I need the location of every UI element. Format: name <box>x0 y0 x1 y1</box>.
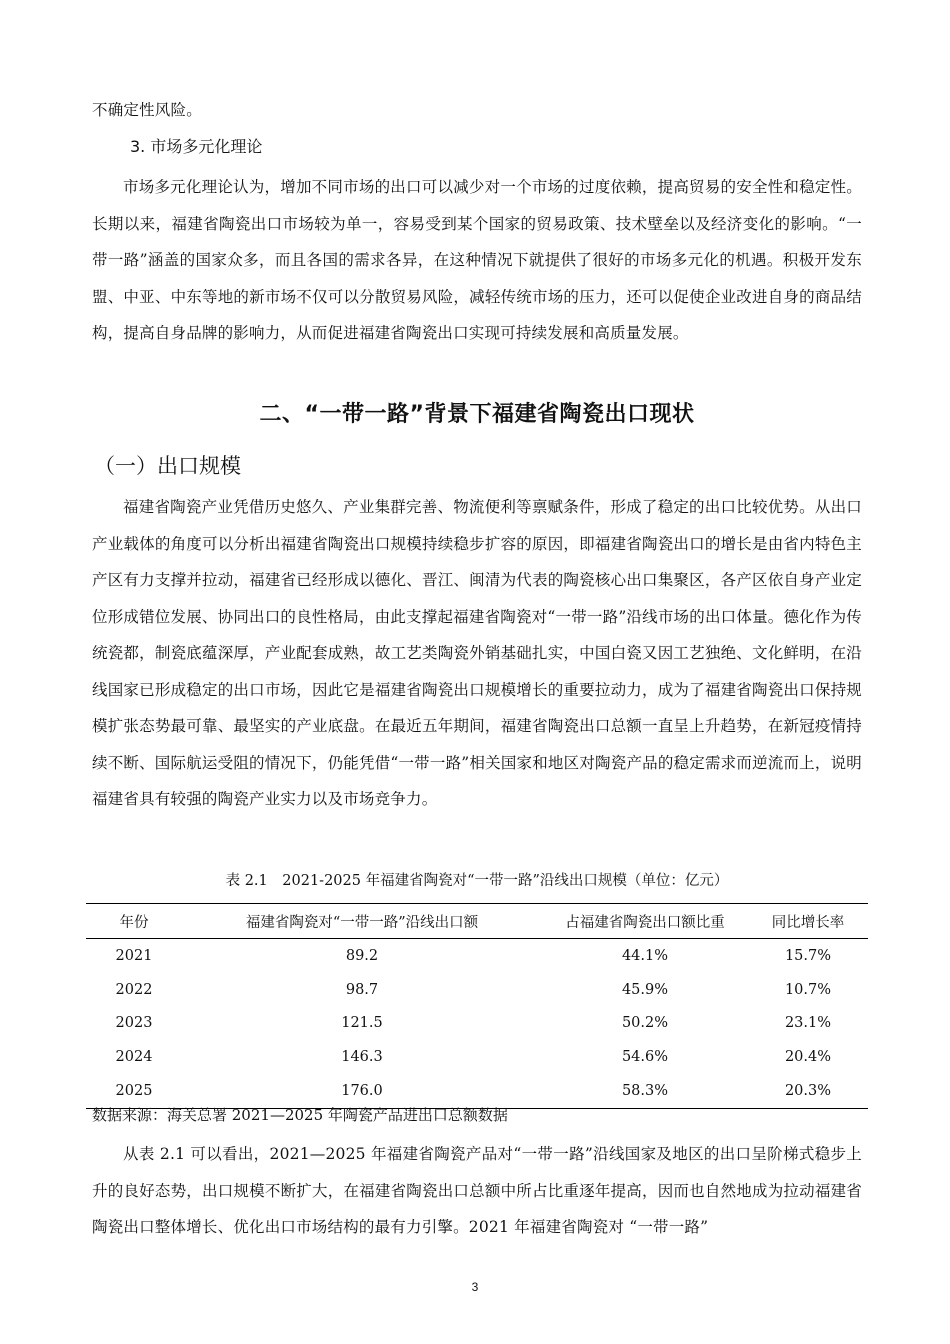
cell-growth: 20.4% <box>784 1049 832 1066</box>
cell-export-amount: 98.7 <box>345 981 379 998</box>
page-number: 3 <box>471 1280 479 1294</box>
cell-growth: 23.1% <box>784 1015 832 1032</box>
cell-share: 45.9% <box>621 981 669 998</box>
subsection-heading: （一）出口规模 <box>94 454 241 478</box>
section-heading: 二、“一带一路”背景下福建省陶瓷出口现状 <box>259 402 695 427</box>
cell-share: 44.1% <box>621 947 669 964</box>
table-row <box>86 939 868 973</box>
cell-growth: 20.3% <box>748 1074 868 1108</box>
cell-share: 58.3% <box>542 1074 748 1108</box>
top-fragment-text: 不确定性风险。 <box>92 101 202 119</box>
table-row <box>86 1007 868 1041</box>
cell-year: 2025 <box>86 1074 182 1108</box>
cell-share: 50.2% <box>621 1015 669 1032</box>
export-scale-table <box>86 903 868 1109</box>
paragraph-export-scale: 福建省陶瓷产业凭借历史悠久、产业集群完善、物流便利等禀赋条件，形成了稳定的出口比较优势。从出口产业载体的角度可以分析出福建省陶瓷出口规模持续稳步扩容的原因，即福建省陶瓷出口的增长是由省内特色主产区有力支撑并拉动，福建省已经形成以德化、晋江、闽清为代表的陶瓷核心出口集聚区，各产区依自身产业定位形成错位发展、协同出口的良性格局，由此支撑起福建省陶瓷对“一带一路”沿线市场的出口体量。德化作为传统瓷都，制瓷底蕴深厚，产业配套成熟，故工艺类陶瓷外销基础扎实，中国白瓷又因工艺独绝、文化鲜明，在沿线国家已形成稳定的出口市场，因此它是福建省陶瓷出口规模增长的重要拉动力，成为了福建省陶瓷出口保持规模扩张态势最可靠、最坚实的产业底盘。在最近五年期间，福建省陶瓷出口总额一直呈上升趋势，在新冠疫情持续不断、国际航运受阻的情况下，仍能凭借“一带一路”相关国家和地区对陶瓷产品的稳定需求而逆流而上，说明福建省具有较强的陶瓷产业实力以及市场竞争力。 <box>92 498 862 808</box>
cell-year: 2022 <box>115 981 153 998</box>
table-row <box>86 1040 868 1074</box>
cell-year: 2024 <box>115 1049 153 1066</box>
cell-year: 2021 <box>115 947 153 964</box>
cell-export-amount: 121.5 <box>341 1015 383 1032</box>
cell-growth: 10.7% <box>784 981 832 998</box>
table-row <box>86 973 868 1007</box>
header-growth: 同比增长率 <box>748 904 868 939</box>
cell-growth: 15.7% <box>784 947 832 964</box>
cell-export-amount: 176.0 <box>182 1074 542 1108</box>
cell-year: 2023 <box>115 1015 153 1032</box>
table-source-note: 数据来源：海关总署 2021—2025 年陶瓷产品进出口总额数据 <box>92 1106 508 1124</box>
cell-export-amount: 89.2 <box>345 947 379 964</box>
cell-share: 54.6% <box>621 1049 669 1066</box>
paragraph-diversification-theory: 市场多元化理论认为，增加不同市场的出口可以减少对一个市场的过度依赖，提高贸易的安全性和稳定性。长期以来，福建省陶瓷出口市场较为单一，容易受到某个国家的贸易政策、技术壁垒以及经济变化的影响。“一带一路”涵盖的国家众多，而且各国的需求各异，在这种情况下就提供了很好的市场多元化的机遇。积极开发东盟、中亚、中东等地的新市场不仅可以分散贸易风险，减轻传统市场的压力，还可以促使企业改进自身的商品结构，提高自身品牌的影响力，从而促进福建省陶瓷出口实现可持续发展和高质量发展。 <box>92 178 862 342</box>
header-share: 占福建省陶瓷出口额比重 <box>542 904 748 939</box>
sub-heading-market-diversification: 3. 市场多元化理论 <box>130 137 263 156</box>
cell-export-amount: 146.3 <box>341 1049 383 1066</box>
table-header-row <box>86 904 868 939</box>
header-export-amount: 福建省陶瓷对“一带一路”沿线出口额 <box>182 904 542 939</box>
paragraph-table-analysis: 从表 2.1 可以看出，2021—2025 年福建省陶瓷产品对“一带一路”沿线国家及地区的出口呈阶梯式稳步上升的良好态势，出口规模不断扩大，在福建省陶瓷出口总额中所占比重逐年提高，因而也自然地成为拉动福建省陶瓷出口整体增长、优化出口市场结构的最有力引擎。2021 年福建省陶瓷对 “一带一路” <box>92 1145 862 1236</box>
table-caption: 表 2.1 2021-2025 年福建省陶瓷对“一带一路”沿线出口规模（单位：亿元） <box>225 873 729 889</box>
header-year: 年份 <box>86 904 182 939</box>
